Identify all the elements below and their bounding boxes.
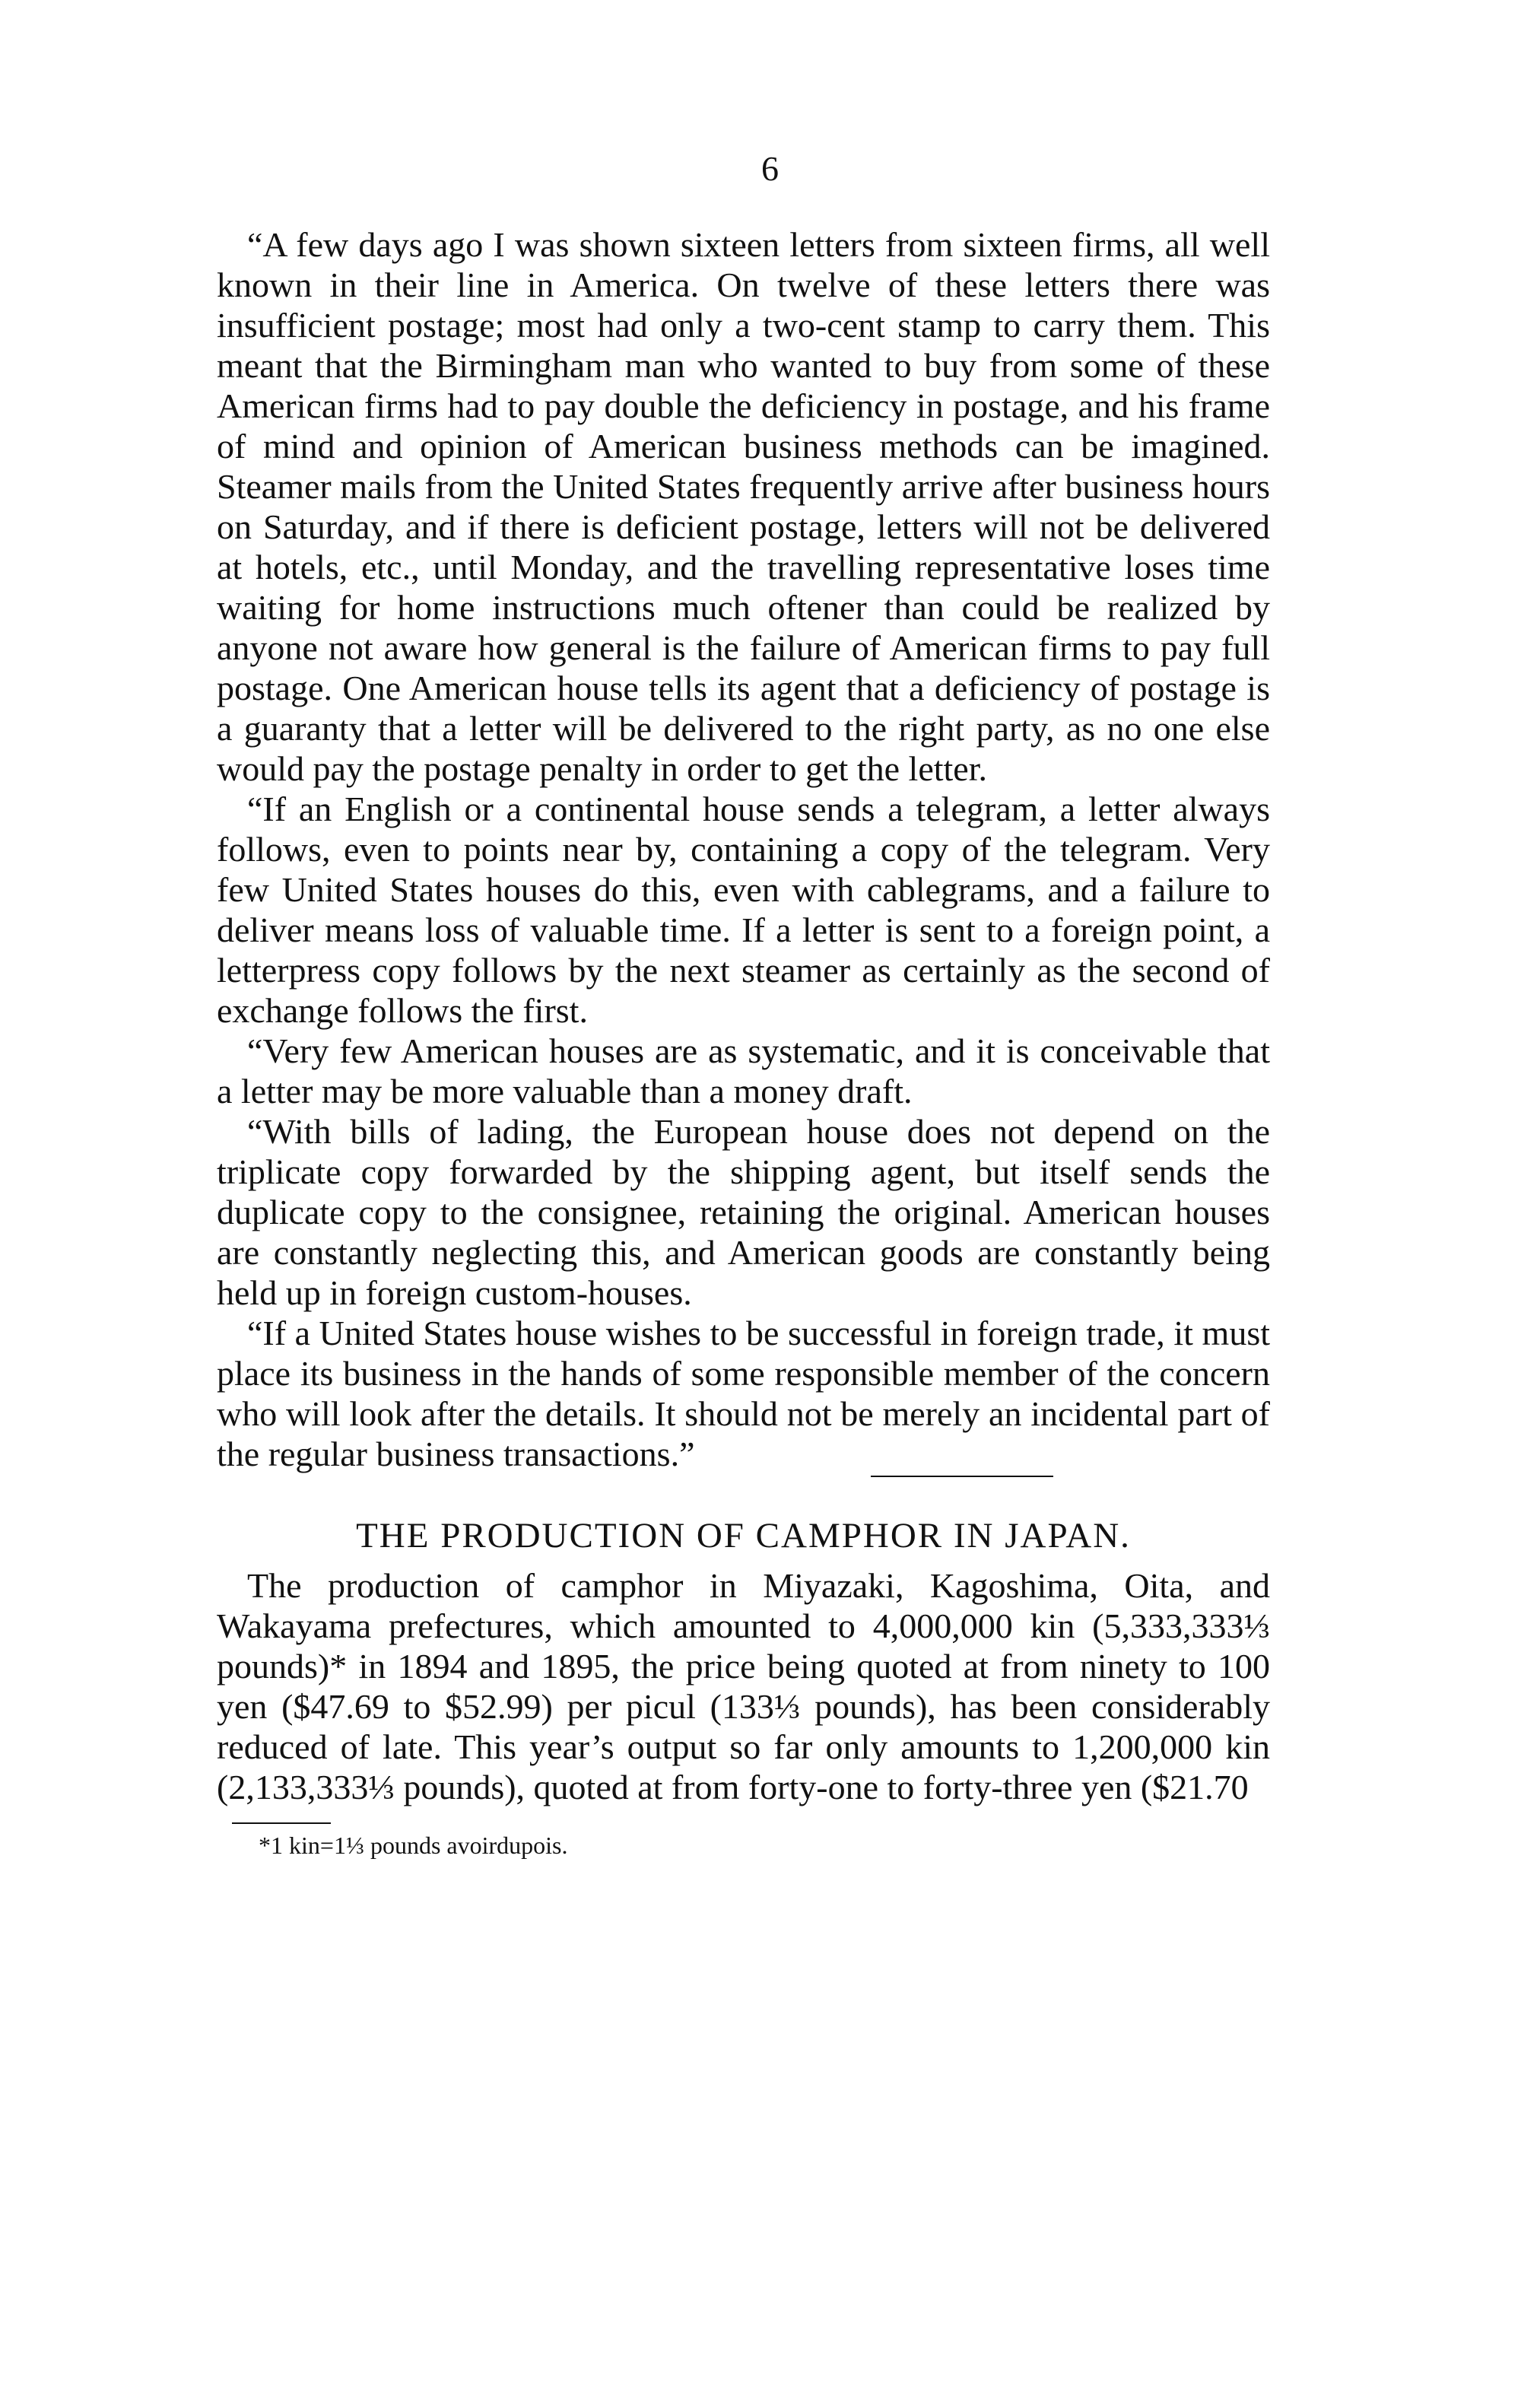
paragraph-telegram: “If an English or a continental house sends a telegram, a letter always follows, even to points near by, containing a copy of the telegram. Very few United States houses do this, even with cablegrams, and a failure to deliver means loss of valuable time. If a letter is sent to a foreign point, a letterpress copy follows by the next steamer as certainly as the second of exchange follows the first. — [217, 790, 1270, 1030]
footnote: *1 kin=1⅓ pounds avoirdupois. — [259, 1832, 568, 1859]
footnote-rule — [232, 1822, 331, 1824]
paragraph-systematic: “Very few American houses are as systematic, and it is conceivable that a letter may be more valuable than a money draft. — [217, 1031, 1270, 1110]
section-heading: THE PRODUCTION OF CAMPHOR IN JAPAN. — [356, 1516, 1131, 1555]
paragraph-bills-of-lading: “With bills of lading, the European house does not depend on the triplicate copy forwarded by the shipping agent, but itself sends the duplicate copy to the consignee, retaining the original. American houses are constantly neglecting this, and American goods are constantly being held up in foreign custom-houses. — [217, 1112, 1270, 1312]
paragraph-camphor: The production of camphor in Miyazaki, Kagoshima, Oita, and Wakayama prefectures, which amounted to 4,000,000 kin (5,333,333⅓ pounds)* in 1894 and 1895, the price being quoted at from ninety to 100 yen ($47.69 to $52.99) per picul (133⅓ pounds), has been considerably reduced of late. This year’s output so far only amounts to 1,200,000 kin (2,133,333⅓ pounds), quoted at from forty-one to forty-three yen ($21.70 — [217, 1566, 1270, 1806]
text-column — [217, 224, 1270, 1860]
page-number: 6 — [761, 149, 779, 188]
paragraph-postage: “A few days ago I was shown sixteen letters from sixteen firms, all well known in their line in America. On twelve of these letters there was insufficient postage; most had only a two-cent stamp to carry them. This meant that the Birmingham man who wanted to buy from some of these American firms had to pay double the deficiency in postage, and his frame of mind and opinion of American business methods can be imagined. Steamer mails from the United States frequently arrive after business hours on Saturday, and if there is deficient postage, letters will not be delivered at hotels, etc., until Monday, and the travelling representative loses time waiting for home instructions much oftener than could be realized by anyone not aware how general is the failure of American firms to pay full postage. One American house tells its agent that a deficiency of postage is a guaranty that a letter will be delivered to the right party, as no one else would pay the postage penalty in order to get the letter. — [217, 225, 1270, 788]
paragraph-foreign-trade: “If a United States house wishes to be successful in foreign trade, it must place its business in the hands of some responsible member of the concern who will look after the details. It should not be merely an incidental part of the regular business transactions.” — [217, 1314, 1270, 1473]
section-divider — [871, 1476, 1053, 1477]
